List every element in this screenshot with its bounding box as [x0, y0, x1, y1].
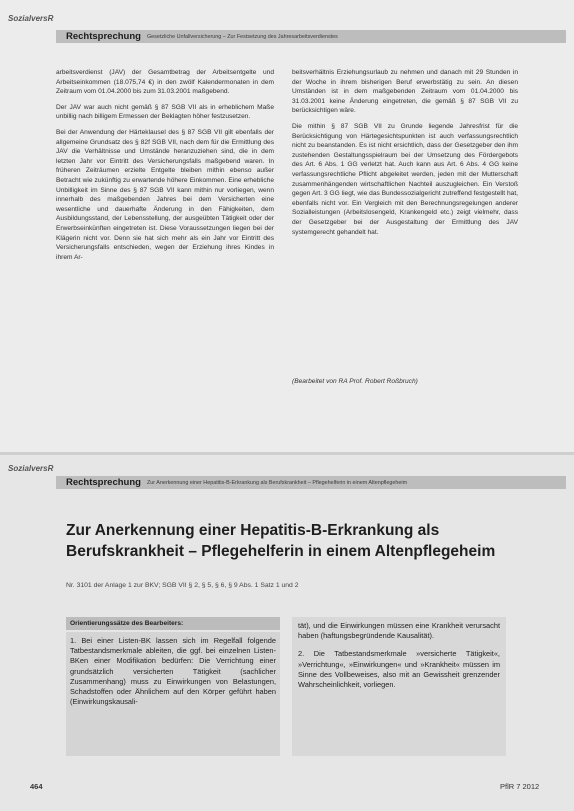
- section-header-bar: [56, 476, 566, 489]
- paragraph: 2. Die Tatbestandsmerkmale »versicherte Tätigkeit«, »Verrichtung«, »Einwirkungen« und »Krankheit« müssen im Sinne des Vollbeweises, also mit an Gewissheit grenzender Wahrscheinlichkeit, vorliegen.: [298, 649, 500, 690]
- author-byline: (Bearbeitet von RA Prof. Robert Roßbruch): [292, 378, 418, 385]
- paragraph: Bei der Anwendung der Härteklausel des § 87 SGB VII gilt ebenfalls der allgemeine Grundsatz des § 82f SGB VII, nach dem für die Ermittlung des JAV die Verhältnisse und Umstände heranzuziehen sind, die in dem letzten Jahr vor Eintritt des Versicherungsfalls maßgebend waren. In früheren Zeiträumen erzielte Entgelte bleiben mithin ebenso außer Betracht wie zukünftig zu erwartende höhere Einkommen. Eine erhebliche Unbilligkeit im Sinne des § 87 SGB VII kann mithin nur vorliegen, wenn innerhalb des maßgebenden Jahres bei dem Versicherten eine wesentliche und dauerhafte Änderung in den Fähigkeiten, dem Ausbildungsstand, der Lebensstellung, der ausgeübten Tätigkeit oder der Erwerbseinkünften eingetreten ist. Diese Voraussetzungen liegen bei der Klägerin nicht vor. Denn sie hat sich mehr als ein Jahr vor Eintritt des Versicherungsfalls entschieden, wegen der Erziehung ihres Kindes in ihrem Ar-: [56, 128, 274, 261]
- paragraph: Der JAV war auch nicht gemäß § 87 SGB VII als in erheblichem Maße unbillig nach billigem Ermessen der Beklagten höher festzusetzen.: [56, 103, 274, 121]
- orientation-box-right: [292, 617, 506, 756]
- page-number: 464: [30, 782, 43, 791]
- paragraph: beitsverhältnis Erziehungsurlaub zu nehmen und danach mit 29 Stunden in der Woche in ihrem bisherigen Beruf erwerbstätig zu sein. An diesen Umständen ist in dem maßgebenden Zeitraum vom 01.04.2000 bis 31.03.2001 keine Änderung eingetreten, die gemäß § 87 SGB VII zu berücksichtigen wäre.: [292, 69, 518, 115]
- paragraph: Die mithin § 87 SGB VII zu Grunde liegende Jahresfrist für die Berücksichtigung von Härtegesichtspunkten ist auch verfassungsrechtlich nicht zu beanstanden. Es ist nicht ersichtlich, dass der Gesetzgeber den ihm zustehenden Gestaltungsspielraum bei der Umsetzung des Fördergebots des Art. 6 Abs. 1 GG verletzt hat. Auch kann aus Art. 6 Abs. 4 GG keine verfassungsrechtliche Pflicht abgeleitet werden, jeden mit der Mutterschaft zusammenhängenden wirtschaftlichen Nachteil auszugleichen. Ein Verstoß gegen Art. 3 GG liegt, wie das Bundessozialgericht zutreffend festgestellt hat, ebenfalls nicht vor. Ein Vergleich mit den Berechnungsregelungen anderer Sozialleistungen (Arbeitslosengeld, Krankengeld etc.) zeigt vielmehr, dass der Gesetzgeber bei der Ausgestaltung der Ermittlung des JAV systemgerecht gehandelt hat.: [292, 122, 518, 236]
- section-subtitle: Gesetzliche Unfallversicherung – Zur Festsetzung des Jahresarbeitsverdienstes: [146, 33, 338, 40]
- journal-issue: PflR 7 2012: [500, 782, 540, 791]
- paragraph: tät), und die Einwirkungen müssen eine Krankheit verursacht haben (haftungsbegründende Kausalität).: [298, 621, 500, 641]
- section-title: Rechtsprechung: [66, 477, 141, 488]
- section-header-bar: [56, 30, 566, 43]
- text-column-right: [292, 68, 518, 243]
- orientation-box-left: 1. Bei einer Listen-BK lassen sich im Regelfall folgende Tatbestandsmerkmale ableiten, die ggf. bei einzelnen Listen-BKen einer Modifikation bedürfen: Die Verrichtung einer grundsätzlich versicherten Tätigkeit (sachlicher Zusammenhang) muss zu Einwirkungen von Belastungen, Schadstoffen oder Ähnlichem auf den Körper geführt haben (Einwirkungskausali-: [66, 632, 280, 756]
- section-subtitle: Zur Anerkennung einer Hepatitis-B-Erkrankung als Berufskrankheit – Pflegehelferin in einem Altenpflegeheim: [146, 479, 408, 486]
- paragraph: arbeitsverdienst (JAV) der Gesamtbetrag der Arbeitsentgelte und Arbeitseinkommen (18.075,74 €) in den zwölf Kalendermonaten in dem Zeitraum vom 01.04.2000 bis zum 31.03.2001 maßgebend.: [56, 69, 274, 96]
- legal-reference: Nr. 3101 der Anlage 1 zur BKV; SGB VII § 2, § 5, § 6, § 9 Abs. 1 Satz 1 und 2: [66, 582, 299, 589]
- orientation-heading: Orientierungssätze des Bearbeiters:: [66, 617, 280, 630]
- section-title: Rechtsprechung: [66, 31, 141, 42]
- text-column-left: [56, 68, 274, 268]
- brand-label: SozialversR: [8, 464, 54, 473]
- brand-label: SozialversR: [8, 14, 54, 23]
- article-title: Zur Anerkennung einer Hepatitis-B-Erkrankung als Berufskrankheit – Pflegehelferin in einem Altenpflegeheim: [66, 522, 496, 560]
